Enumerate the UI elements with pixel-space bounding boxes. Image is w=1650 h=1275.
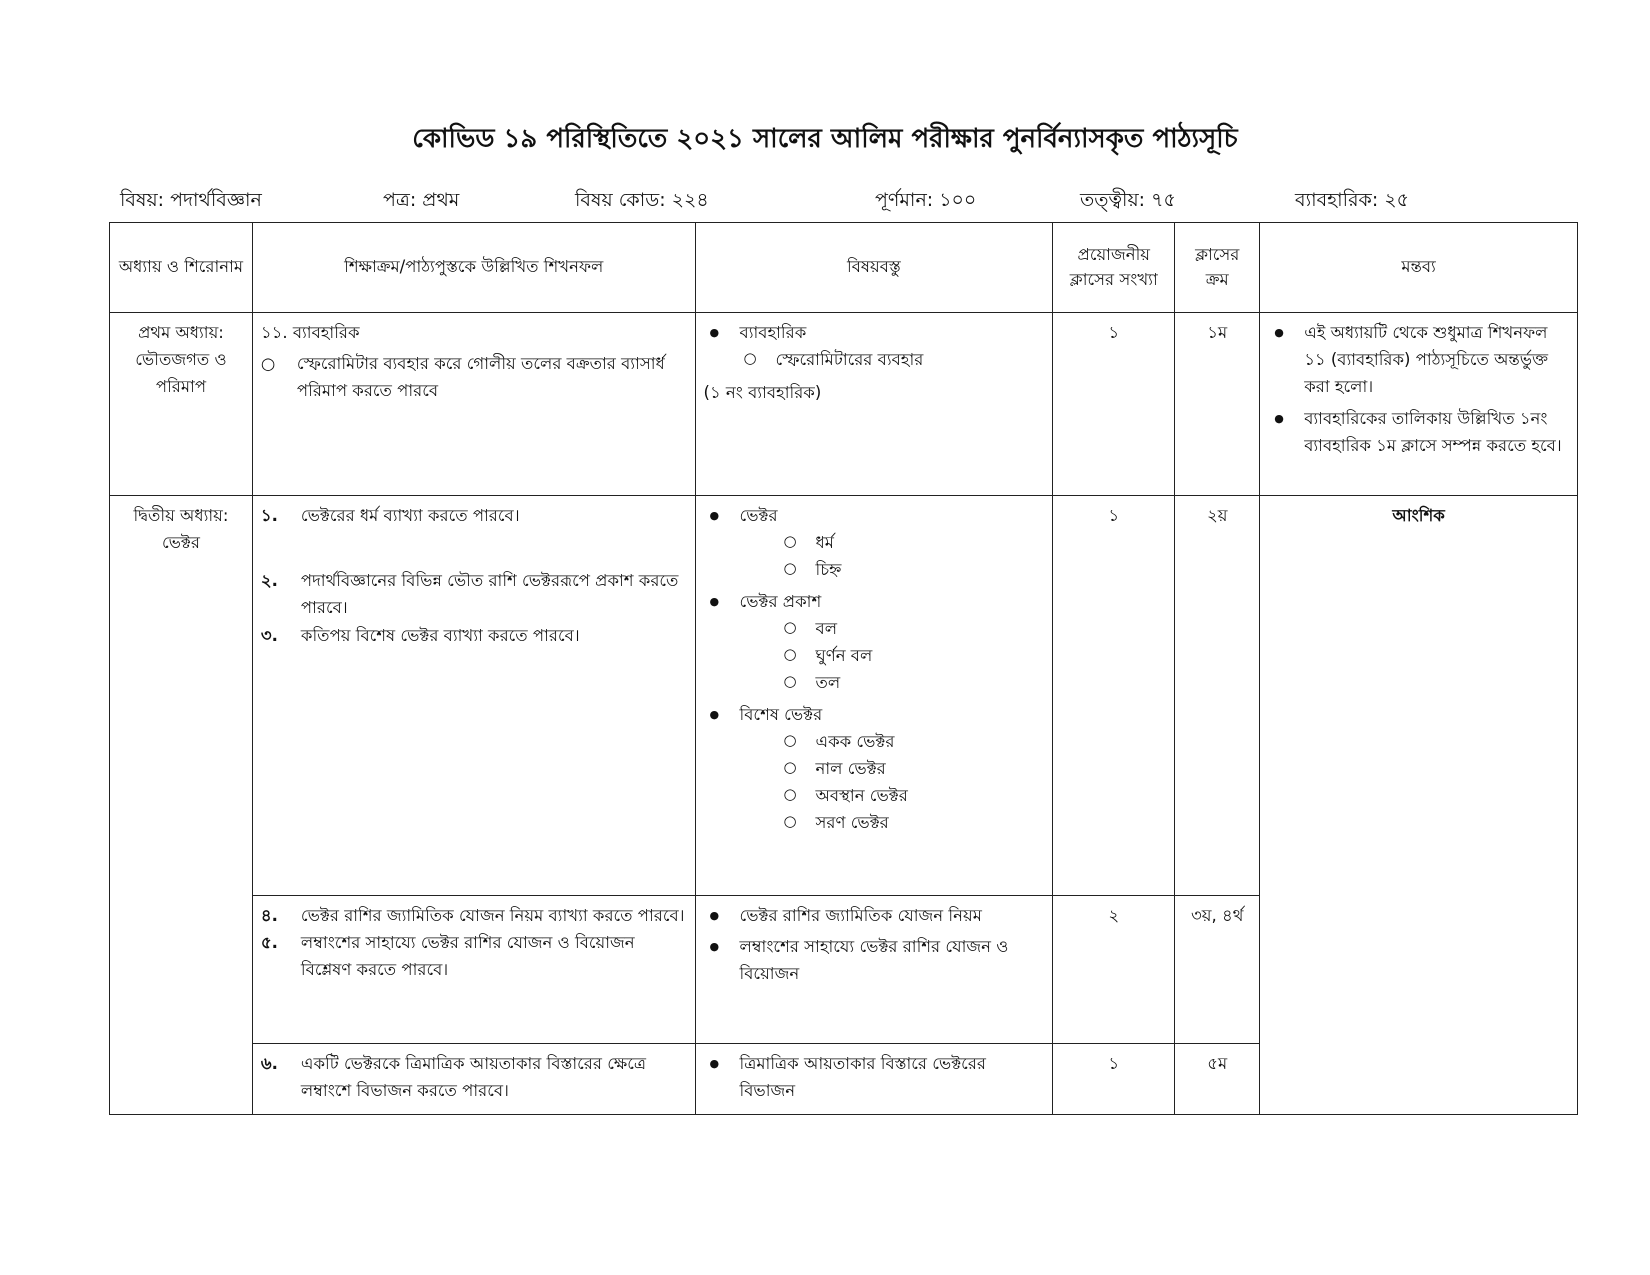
page-title: কোভিড ১৯ পরিস্থিতিতে ২০২১ সালের আলিম পরীক্ষার পুনর্বিন্যাসকৃত পাঠ্যসূচি (412, 124, 1238, 154)
content-subitem: ○ ঘুর্ণন বল (780, 642, 1045, 669)
content-bullet-text: বিশেষ ভেক্টর (739, 704, 823, 724)
header-class-order: ক্লাসের ক্রম (1175, 223, 1260, 313)
content-bullet (704, 502, 1045, 584)
outcome-cell (252, 896, 695, 1044)
outcome-item (261, 622, 687, 649)
outcome-cell (252, 496, 695, 896)
content-subitem: ○ ধর্ম (780, 529, 1045, 556)
outcome-text: একটি ভেক্টরকে ত্রিমাত্রিক আয়তাকার বিস্তারের ক্ষেত্রে লম্বাংশে বিভাজন করতে পারবে। (300, 1054, 647, 1101)
paper-label: পত্র: প্রথম (383, 189, 460, 211)
content-bullet (704, 588, 1045, 697)
outcome-number: ৬. (260, 1054, 278, 1073)
outcome-subitem (261, 350, 687, 404)
class-order: ২য় (1175, 496, 1260, 896)
content-bullet: ● ভেক্টর রাশির জ্যামিতিক যোজন নিয়ম (704, 902, 1045, 929)
content-subitem: ○ তল (780, 669, 1045, 696)
classes-needed: ১ (1053, 313, 1175, 496)
outcome-item (261, 567, 687, 621)
outcome-text: ভেক্টরের ধর্ম ব্যাখ্যা করতে পারবে। (300, 506, 520, 525)
remarks-cell (1260, 313, 1578, 496)
full-marks-label: পূর্ণমান: ১০০ (875, 189, 977, 211)
circle-bullet-icon: ○ (260, 354, 276, 374)
content-bullet-text: ভেক্টর (739, 506, 778, 525)
content-cell (695, 313, 1053, 496)
content-bullet: ● ত্রিমাত্রিক আয়তাকার বিস্তারে ভেক্টরের বিভাজন (704, 1050, 1045, 1104)
content-bullet-text: ভেক্টর প্রকাশ (739, 591, 822, 611)
practical-marks-label: ব্যাবহারিক: ২৫ (1295, 189, 1409, 211)
content-note: (১ নং ব্যাবহারিক) (703, 383, 822, 403)
outcome-number: ২. (260, 571, 278, 591)
outcome-number: ১. (260, 506, 278, 525)
table-row (110, 313, 1578, 496)
content-subitem: ○ চিহ্ন (780, 556, 1045, 583)
content-subitem: ○ একক ভেক্টর (780, 728, 1045, 755)
class-order: ১ম (1175, 313, 1260, 496)
content-bullet: ● লম্বাংশের সাহায্যে ভেক্টর রাশির যোজন ও বিয়োজন (704, 933, 1045, 987)
chapter-title: দ্বিতীয় অধ্যায়: ভেক্টর (110, 496, 253, 1115)
outcome-item (261, 502, 687, 529)
chapter-title: প্রথম অধ্যায়: ভৌতজগত ও পরিমাপ (110, 313, 253, 496)
classes-needed: ১ (1053, 1044, 1175, 1115)
header-chapter: অধ্যায় ও শিরোনাম (110, 223, 253, 313)
subject-code-label: বিষয় কোড: ২২৪ (575, 189, 709, 211)
content-cell (695, 496, 1053, 896)
content-subitem: ○ অবস্থান ভেক্টর (780, 782, 1045, 809)
outcome-cell (252, 1044, 695, 1115)
header-remarks: মন্তব্য (1260, 223, 1578, 313)
table-row (110, 496, 1578, 896)
content-cell (695, 896, 1053, 1044)
header-content: বিষয়বস্তু (695, 223, 1053, 313)
content-bullet (704, 319, 1045, 373)
content-bullet (704, 701, 1045, 837)
content-subitem: ○ সরণ ভেক্টর (780, 809, 1045, 836)
subject-meta-row (120, 186, 1580, 216)
outcome-subitem-text: স্ফেরোমিটার ব্যবহার করে গোলীয় তলের বক্রতার ব্যাসার্ধ পরিমাপ করতে পারবে (296, 354, 665, 401)
classes-needed: ২ (1053, 896, 1175, 1044)
remark-item: ● ব্যাবহারিকের তালিকায় উল্লিখিত ১নং ব্যাবহারিক ১ম ক্লাসে সম্পন্ন করতে হবে। (1268, 405, 1569, 459)
outcome-text: পদার্থবিজ্ঞানের বিভিন্ন ভৌত রাশি ভেক্টররূপে প্রকাশ করতে পারবে। (300, 571, 679, 618)
outcome-text: কতিপয় বিশেষ ভেক্টর ব্যাখ্যা করতে পারবে। (300, 625, 580, 645)
content-bullet-text: ব্যাবহারিক (739, 323, 807, 342)
content-subitem: ○ স্ফেরোমিটারের ব্যবহার (740, 346, 1045, 373)
subject-label: বিষয়: পদার্থবিজ্ঞান (120, 189, 262, 211)
table-header-row (110, 223, 1578, 313)
content-subitem: ○ বল (780, 615, 1045, 642)
outcome-item (261, 902, 687, 929)
content-cell (695, 1044, 1053, 1115)
outcome-heading: ১১. ব্যাবহারিক (260, 323, 360, 342)
outcome-text: লম্বাংশের সাহায্যে ভেক্টর রাশির যোজন ও বিয়োজন বিশ্লেষণ করতে পারবে। (300, 933, 635, 980)
class-order: ৫ম (1175, 1044, 1260, 1115)
theory-marks-label: তত্ত্বীয়: ৭৫ (1080, 189, 1176, 211)
outcome-number: ৪. (260, 906, 278, 925)
outcome-number: ৩. (260, 625, 278, 645)
remark-item: ● এই অধ্যায়টি থেকে শুধুমাত্র শিখনফল ১১ (ব্যাবহারিক) পাঠ্যসূচিতে অন্তর্ভুক্ত করা হলো। (1268, 319, 1569, 401)
content-subitem: ○ নাল ভেক্টর (780, 755, 1045, 782)
header-classes-needed: প্রয়োজনীয় ক্লাসের সংখ্যা (1053, 223, 1175, 313)
outcome-item (261, 1050, 687, 1104)
syllabus-table (109, 222, 1578, 1115)
class-order: ৩য়, ৪র্থ (1175, 896, 1260, 1044)
classes-needed: ১ (1053, 496, 1175, 896)
outcome-cell (252, 313, 695, 496)
header-outcomes: শিক্ষাক্রম/পাঠ্যপুস্তকে উল্লিখিত শিখনফল (252, 223, 695, 313)
outcome-text: ভেক্টর রাশির জ্যামিতিক যোজন নিয়ম ব্যাখ্যা করতে পারবে। (300, 906, 685, 925)
remark-partial: আংশিক (1260, 496, 1578, 1115)
outcome-number: ৫. (260, 933, 278, 953)
outcome-item (261, 929, 687, 983)
